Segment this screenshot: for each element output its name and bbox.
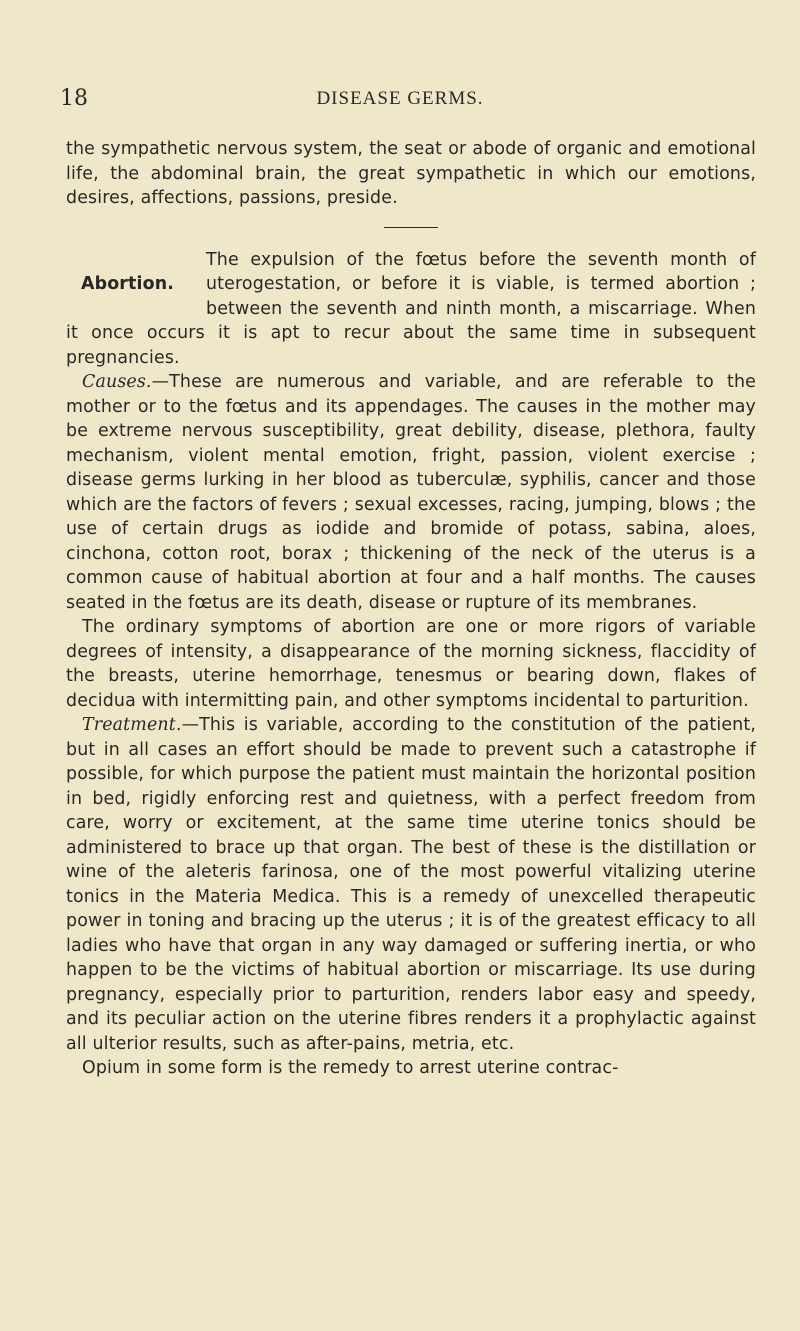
running-head: DISEASE GERMS. xyxy=(316,88,484,109)
opening-text: The expulsion of the fœtus before the seventh month of uterogestation, or before it is viable, is termed abortion ; between the seventh and ninth month, a miscarriage. When it once occurs it is apt to recur about the same time in subsequent pregnancies. xyxy=(66,249,756,368)
body-text xyxy=(66,137,756,1081)
section-divider xyxy=(384,227,438,228)
opium-paragraph: Opium in some form is the remedy to arrest uterine contrac- xyxy=(82,1058,619,1078)
treatment-label: Treatment. xyxy=(82,715,182,735)
treatment-paragraph xyxy=(66,713,756,1056)
causes-label: Causes. xyxy=(82,372,152,392)
page-header xyxy=(0,86,800,116)
causes-text: —These are numerous and variable, and are referable to the mother or to the fœtus and its appendages. The causes in the mother may be extreme nervous susceptibility, great debility, disease, plethora, faulty mechanism, violent mental emotion, fright, passion, violent exercise ; disease germs lurking in her blood as tuberculæ, syphilis, cancer and those which are the factors of fevers ; sexual excesses, racing, jumping, blows ; the use of certain drugs as iodide and bromide of potass, sabina, aloes, cinchona, cotton root, borax ; thickening of the neck of the uterus is a common cause of habitual abortion at four and a half months. The causes seated in the fœtus are its death, disease or rupture of its membranes. xyxy=(66,372,756,613)
causes-paragraph xyxy=(66,370,756,615)
intro-paragraph: the sympathetic nervous system, the seat or abode of organic and emotional life, the abdominal brain, the great sympathetic in which our emotions, desires, affections, passions, preside. xyxy=(66,139,756,208)
side-heading: Abortion. xyxy=(81,274,174,294)
symptoms-paragraph: The ordinary symptoms of abortion are one or more rigors of variable degrees of intensity, a disappearance of the morning sickness, flaccidity of the breasts, uterine hemorrhage, tenesmus or bearing down, flakes of decidua with intermitting pain, and other symptoms incidental to parturition. xyxy=(66,617,756,711)
treatment-text: —This is variable, according to the constitution of the patient, but in all cases an effort should be made to prevent such a catastrophe if possible, for which purpose the patient must maintain the horizontal position in bed, rigidly enforcing rest and quietness, with a perfect freedom from care, worry or excitement, at the same time uterine tonics should be administered to brace up that organ. The best of these is the distillation or wine of the aleteris farinosa, one of the most powerful vitalizing uterine tonics in the Materia Medica. This is a remedy of unexcelled therapeutic power in toning and bracing up the uterus ; it is of the greatest efficacy to all ladies who have that organ in any way damaged or suffering inertia, or who happen to be the victims of habitual abortion or miscarriage. Its use during pregnancy, especially prior to parturition, renders labor easy and speedy, and its peculiar action on the uterine fibres renders it a prophylactic against all ulterior results, such as after-pains, metria, etc. xyxy=(66,715,756,1054)
page-number: 18 xyxy=(60,86,88,111)
abortion-section xyxy=(66,248,756,371)
